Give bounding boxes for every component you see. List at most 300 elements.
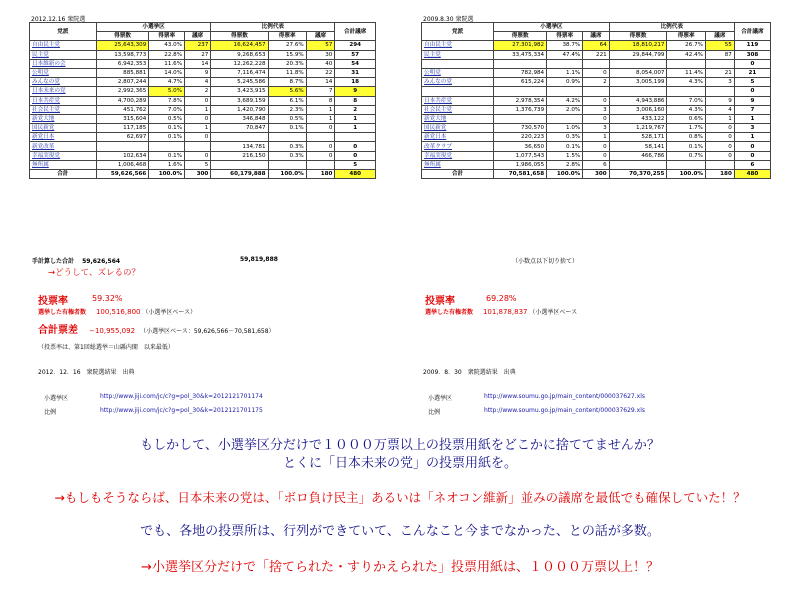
table-row bbox=[30, 96, 376, 105]
value-cell: 315,604 bbox=[96, 114, 148, 123]
value-cell: 2 bbox=[185, 87, 211, 96]
table-row bbox=[30, 133, 376, 142]
value-cell: 16,624,457 bbox=[211, 41, 268, 50]
value-cell: 0.6% bbox=[667, 114, 706, 123]
table-row bbox=[422, 41, 771, 50]
value-cell: 64 bbox=[583, 41, 609, 50]
source-smd-label-2012: 小選挙区 bbox=[44, 395, 69, 402]
party-name-cell[interactable]: 無所属 bbox=[422, 160, 494, 169]
value-cell: 1.6% bbox=[149, 160, 185, 169]
value-cell: 4.3% bbox=[667, 78, 706, 87]
table-row bbox=[30, 87, 376, 96]
value-cell: 14.0% bbox=[149, 68, 185, 77]
value-cell: 2 bbox=[583, 78, 609, 87]
value-cell: 4 bbox=[705, 105, 734, 114]
table-row bbox=[422, 87, 771, 96]
party-name-cell[interactable]: 国民新党 bbox=[422, 124, 494, 133]
value-cell: 13,598,773 bbox=[96, 50, 148, 59]
table-row bbox=[30, 78, 376, 87]
value-cell: 782,984 bbox=[494, 68, 547, 77]
value-cell: 0.5% bbox=[149, 114, 185, 123]
eligible-value-2009: 101,878,837 bbox=[482, 308, 528, 316]
value-cell: 4,700,289 bbox=[96, 96, 148, 105]
value-cell: 4,943,886 bbox=[609, 96, 667, 105]
value-cell: 0 bbox=[335, 142, 376, 151]
value-cell: 3 bbox=[705, 78, 734, 87]
value-cell: 22 bbox=[306, 68, 335, 77]
value-cell: 30 bbox=[306, 50, 335, 59]
message-line-1: もしかして、小選挙区分だけで１０００万票以上の投票用紙をどこかに捨ててませんか？ bbox=[140, 438, 660, 453]
value-cell bbox=[96, 142, 148, 151]
party-name-cell[interactable]: 幸福実現党 bbox=[422, 151, 494, 160]
value-cell: 1 bbox=[306, 114, 335, 123]
turnout-value-2012: 59.32% bbox=[92, 294, 123, 303]
value-cell: 8,054,007 bbox=[609, 68, 667, 77]
header-seats: 議席 bbox=[306, 32, 335, 41]
value-cell: 0.1% bbox=[149, 133, 185, 142]
value-cell: 3,006,160 bbox=[609, 105, 667, 114]
eligible-value-2012: 100,516,800 bbox=[95, 308, 141, 316]
header-votes: 得票数 bbox=[211, 32, 268, 41]
eligible-label-2012: 選挙した有権者数 bbox=[38, 309, 87, 316]
value-cell bbox=[494, 114, 547, 123]
value-cell: 216,150 bbox=[211, 151, 268, 160]
party-name-cell[interactable]: 自由民主党 bbox=[30, 41, 97, 50]
value-cell bbox=[185, 142, 211, 151]
value-cell: 55 bbox=[705, 41, 734, 50]
party-name-cell[interactable]: みんなの党 bbox=[422, 78, 494, 87]
total-label-cell: 合計 bbox=[422, 170, 494, 179]
table-row bbox=[422, 114, 771, 123]
party-name-cell[interactable]: 新党日本 bbox=[30, 133, 97, 142]
value-cell: 6 bbox=[734, 160, 770, 169]
message-line-3: →もしもそうならば、日本未来の党は、「ボロ負け民主」あるいは「ネオコン維新」並みの議席を最低でも確保していた！？ bbox=[54, 490, 746, 505]
value-cell: 0 bbox=[734, 151, 770, 160]
value-cell: 18 bbox=[335, 78, 376, 87]
source-link-pr-2009[interactable]: http://www.soumu.go.jp/main_content/000037629.xls bbox=[484, 407, 645, 414]
value-cell: 3,005,199 bbox=[609, 78, 667, 87]
value-cell: 0.1% bbox=[667, 142, 706, 151]
manual-total-row bbox=[32, 256, 120, 265]
value-cell: 0 bbox=[185, 96, 211, 105]
value-cell: 6,942,353 bbox=[96, 59, 148, 68]
turnout-footnote: （投票率は、第1回総選挙＝山縣内閣 以来最低） bbox=[38, 344, 174, 351]
value-cell: 20.3% bbox=[268, 59, 306, 68]
diff-label: 合計票差 bbox=[38, 325, 78, 336]
party-name-cell[interactable]: 幸福実現党 bbox=[30, 151, 97, 160]
value-cell bbox=[609, 59, 667, 68]
value-cell: 1 bbox=[734, 133, 770, 142]
header-total-seats: 合計議席 bbox=[734, 23, 770, 41]
value-cell bbox=[306, 133, 335, 142]
value-cell: 615,224 bbox=[494, 78, 547, 87]
value-cell: 1,986,055 bbox=[494, 160, 547, 169]
turnout-label-2009: 投票率 bbox=[425, 296, 455, 307]
value-cell: 0.8% bbox=[667, 133, 706, 142]
message-line-2: とくに「日本未来の党」の投票用紙を。 bbox=[282, 456, 517, 471]
party-name-cell[interactable]: 日本未来の党 bbox=[30, 87, 97, 96]
value-cell: 3,689,159 bbox=[211, 96, 268, 105]
eligible-note-2009: （小選挙区ベース bbox=[529, 309, 578, 316]
value-cell: 1,376,739 bbox=[494, 105, 547, 114]
value-cell bbox=[667, 160, 706, 169]
value-cell bbox=[149, 142, 185, 151]
value-cell: 0 bbox=[734, 87, 770, 96]
table-row bbox=[422, 151, 771, 160]
value-cell bbox=[268, 160, 306, 169]
header-total-seats: 合計議席 bbox=[335, 23, 376, 41]
value-cell: 1.5% bbox=[547, 151, 583, 160]
value-cell: 433,122 bbox=[609, 114, 667, 123]
header-party: 党派 bbox=[30, 23, 97, 41]
table-row bbox=[30, 59, 376, 68]
value-cell: 14 bbox=[185, 59, 211, 68]
table-row bbox=[422, 78, 771, 87]
value-cell bbox=[609, 87, 667, 96]
value-cell: 70,847 bbox=[211, 124, 268, 133]
value-cell: 451,762 bbox=[96, 105, 148, 114]
table-row bbox=[30, 151, 376, 160]
value-cell: 27 bbox=[185, 50, 211, 59]
value-cell: 42.4% bbox=[667, 50, 706, 59]
source-link-smd-2009[interactable]: http://www.soumu.go.jp/main_content/000037627.xls bbox=[484, 393, 645, 400]
value-cell bbox=[705, 160, 734, 169]
value-cell: 0.3% bbox=[268, 142, 306, 151]
source-link-smd-2012[interactable]: http://www.jiji.com/jc/c?g=pol_30&k=2012121701174 bbox=[100, 393, 263, 400]
value-cell: 2 bbox=[335, 105, 376, 114]
party-name-cell[interactable]: 日本共産党 bbox=[30, 96, 97, 105]
party-name-cell[interactable]: 公明党 bbox=[30, 68, 97, 77]
value-cell: 1,219,767 bbox=[609, 124, 667, 133]
value-cell: 4.7% bbox=[149, 78, 185, 87]
value-cell: 25,643,309 bbox=[96, 41, 148, 50]
header-votes: 得票数 bbox=[609, 32, 667, 41]
manual-total-smd: 59,626,564 bbox=[82, 258, 121, 265]
value-cell: 14 bbox=[306, 78, 335, 87]
header-votes: 得票数 bbox=[96, 32, 148, 41]
value-cell bbox=[494, 59, 547, 68]
value-cell: 134,781 bbox=[211, 142, 268, 151]
value-cell: 0 bbox=[306, 124, 335, 133]
table-row bbox=[30, 68, 376, 77]
value-cell: 0.1% bbox=[268, 124, 306, 133]
value-cell: 58,141 bbox=[609, 142, 667, 151]
party-name-cell[interactable]: 新党大地 bbox=[422, 114, 494, 123]
value-cell: 38.7% bbox=[547, 41, 583, 50]
value-cell: 0.3% bbox=[547, 133, 583, 142]
total-value-cell: 180 bbox=[306, 170, 335, 179]
value-cell: 0 bbox=[335, 151, 376, 160]
eligible-row-2012 bbox=[38, 307, 196, 316]
value-cell: 0.1% bbox=[149, 124, 185, 133]
value-cell: 0 bbox=[306, 151, 335, 160]
value-cell: 117,185 bbox=[96, 124, 148, 133]
value-cell: 8 bbox=[335, 96, 376, 105]
value-cell: 31 bbox=[335, 68, 376, 77]
header-pr: 比例代表 bbox=[609, 23, 734, 32]
total-value-cell: 100.0% bbox=[149, 170, 185, 179]
value-cell: 7 bbox=[734, 105, 770, 114]
table-row bbox=[422, 50, 771, 59]
value-cell: 3,423,915 bbox=[211, 87, 268, 96]
diff-row bbox=[38, 318, 275, 337]
value-cell: 0.1% bbox=[149, 151, 185, 160]
diff-value: −10,955,092 bbox=[89, 327, 136, 335]
value-cell: 9 bbox=[734, 96, 770, 105]
value-cell: 0 bbox=[185, 133, 211, 142]
message-line-5: →小選挙区分だけで「捨てられた・すりかえられた」投票用紙は、１０００万票以上！？ bbox=[141, 560, 659, 575]
header-pr: 比例代表 bbox=[211, 23, 335, 32]
value-cell: 0 bbox=[583, 96, 609, 105]
party-name-cell[interactable]: 新党大地 bbox=[30, 114, 97, 123]
table-row bbox=[422, 105, 771, 114]
value-cell: 0.9% bbox=[547, 78, 583, 87]
header-party: 党派 bbox=[422, 23, 494, 41]
value-cell: 0 bbox=[583, 114, 609, 123]
party-name-cell[interactable]: 社会民主党 bbox=[30, 105, 97, 114]
value-cell: 4 bbox=[185, 78, 211, 87]
total-value-cell: 100.0% bbox=[268, 170, 306, 179]
value-cell: 4.2% bbox=[547, 96, 583, 105]
total-value-cell: 480 bbox=[734, 170, 770, 179]
value-cell bbox=[667, 87, 706, 96]
value-cell: 15.9% bbox=[268, 50, 306, 59]
value-cell: 1 bbox=[734, 114, 770, 123]
total-row bbox=[422, 170, 771, 179]
value-cell: 87 bbox=[705, 50, 734, 59]
header-votes: 得票数 bbox=[494, 32, 547, 41]
value-cell: 0 bbox=[734, 142, 770, 151]
total-value-cell: 100.0% bbox=[667, 170, 706, 179]
value-cell: 0 bbox=[583, 68, 609, 77]
value-cell: 1 bbox=[306, 105, 335, 114]
party-name-cell[interactable]: 無所属 bbox=[30, 160, 97, 169]
value-cell: 9 bbox=[185, 68, 211, 77]
right-table-date: 2009.8.30 衆院選 bbox=[423, 16, 474, 23]
value-cell: 9,268,653 bbox=[211, 50, 268, 59]
value-cell: 43.0% bbox=[149, 41, 185, 50]
value-cell: 18,810,217 bbox=[609, 41, 667, 50]
table-row bbox=[30, 41, 376, 50]
value-cell: 1.7% bbox=[667, 124, 706, 133]
turnout-value-2009: 69.28% bbox=[486, 294, 517, 303]
header-rate: 得票率 bbox=[667, 32, 706, 41]
value-cell: 8 bbox=[306, 96, 335, 105]
value-cell: 11.6% bbox=[149, 59, 185, 68]
value-cell: 346,848 bbox=[211, 114, 268, 123]
party-name-cell[interactable] bbox=[422, 87, 494, 96]
manual-total-label: 手計算した合計 bbox=[32, 258, 75, 265]
value-cell: 466,786 bbox=[609, 151, 667, 160]
eligible-label-2009: 選挙した有権者数 bbox=[425, 309, 474, 316]
table-row bbox=[30, 160, 376, 169]
party-name-cell[interactable]: 改革クラブ bbox=[422, 142, 494, 151]
source-smd-label-2009: 小選挙区 bbox=[428, 395, 453, 402]
total-row bbox=[30, 170, 376, 179]
value-cell: 5.0% bbox=[149, 87, 185, 96]
value-cell: 885,881 bbox=[96, 68, 148, 77]
value-cell bbox=[211, 160, 268, 169]
value-cell bbox=[609, 160, 667, 169]
value-cell bbox=[583, 59, 609, 68]
value-cell: 21 bbox=[705, 68, 734, 77]
value-cell: 11.8% bbox=[268, 68, 306, 77]
table-row bbox=[422, 68, 771, 77]
value-cell: 2.0% bbox=[547, 105, 583, 114]
value-cell: 1,077,543 bbox=[494, 151, 547, 160]
value-cell: 220,223 bbox=[494, 133, 547, 142]
value-cell: 102,634 bbox=[96, 151, 148, 160]
party-name-cell[interactable]: 公明党 bbox=[422, 68, 494, 77]
party-name-cell[interactable] bbox=[422, 59, 494, 68]
value-cell: 1 bbox=[185, 124, 211, 133]
table-row bbox=[30, 105, 376, 114]
value-cell: 7.0% bbox=[149, 105, 185, 114]
value-cell: 57 bbox=[335, 50, 376, 59]
value-cell: 7.0% bbox=[667, 96, 706, 105]
value-cell: 7 bbox=[306, 87, 335, 96]
value-cell: 8.7% bbox=[268, 78, 306, 87]
value-cell: 7.8% bbox=[149, 96, 185, 105]
value-cell: 1.0% bbox=[547, 124, 583, 133]
total-label-cell: 合計 bbox=[30, 170, 97, 179]
left-table-date: 2012.12.16 衆院選 bbox=[31, 16, 86, 23]
total-value-cell: 70,581,658 bbox=[494, 170, 547, 179]
value-cell bbox=[268, 133, 306, 142]
table-row bbox=[422, 59, 771, 68]
value-cell: 3 bbox=[583, 124, 609, 133]
value-cell: 9 bbox=[335, 87, 376, 96]
value-cell bbox=[306, 160, 335, 169]
value-cell bbox=[211, 133, 268, 142]
total-value-cell: 59,626,566 bbox=[96, 170, 148, 179]
value-cell: 237 bbox=[185, 41, 211, 50]
party-name-cell[interactable]: 新党改革 bbox=[30, 142, 97, 151]
value-cell: 3 bbox=[583, 105, 609, 114]
party-name-cell[interactable]: 新党日本 bbox=[422, 133, 494, 142]
value-cell: 1 bbox=[185, 105, 211, 114]
value-cell: 5 bbox=[335, 160, 376, 169]
value-cell bbox=[547, 59, 583, 68]
value-cell bbox=[547, 87, 583, 96]
party-name-cell[interactable]: 自由民主党 bbox=[422, 41, 494, 50]
left-results-table bbox=[29, 22, 376, 179]
value-cell: 2.8% bbox=[547, 160, 583, 169]
party-name-cell[interactable]: 日本維新の会 bbox=[30, 59, 97, 68]
value-cell: 0 bbox=[185, 151, 211, 160]
value-cell bbox=[583, 87, 609, 96]
value-cell: 12,262,228 bbox=[211, 59, 268, 68]
value-cell: 5.6% bbox=[268, 87, 306, 96]
turnout-label-2012: 投票率 bbox=[38, 296, 68, 307]
party-name-cell[interactable]: 民主党 bbox=[30, 50, 97, 59]
header-smd: 小選挙区 bbox=[96, 23, 211, 32]
value-cell: 4.3% bbox=[667, 105, 706, 114]
value-cell: 27.6% bbox=[268, 41, 306, 50]
source-title-2012: 2012．12．16 衆院選結果 出典 bbox=[38, 369, 135, 376]
why-question: →どうして、ズレるの？ bbox=[48, 268, 140, 278]
party-name-cell[interactable]: 社会民主党 bbox=[422, 105, 494, 114]
value-cell: 62,697 bbox=[96, 133, 148, 142]
header-rate: 得票率 bbox=[268, 32, 306, 41]
value-cell: 3 bbox=[734, 124, 770, 133]
value-cell: 308 bbox=[734, 50, 770, 59]
value-cell: 0 bbox=[185, 114, 211, 123]
value-cell: 2,807,244 bbox=[96, 78, 148, 87]
value-cell: 21 bbox=[734, 68, 770, 77]
table-row bbox=[422, 124, 771, 133]
value-cell: 0 bbox=[306, 142, 335, 151]
manual-total-pr: 59,819,888 bbox=[240, 256, 278, 263]
value-cell: 0.1% bbox=[547, 142, 583, 151]
party-name-cell[interactable]: 国民新党 bbox=[30, 124, 97, 133]
value-cell: 11.4% bbox=[667, 68, 706, 77]
eligible-row-2009 bbox=[425, 307, 577, 316]
value-cell: 0.3% bbox=[268, 151, 306, 160]
party-name-cell[interactable]: みんなの党 bbox=[30, 78, 97, 87]
value-cell: 5 bbox=[185, 160, 211, 169]
value-cell bbox=[667, 59, 706, 68]
header-rate: 得票率 bbox=[149, 32, 185, 41]
value-cell: 0 bbox=[705, 151, 734, 160]
table-row bbox=[30, 142, 376, 151]
value-cell: 0 bbox=[705, 124, 734, 133]
value-cell: 2.3% bbox=[268, 105, 306, 114]
value-cell bbox=[705, 87, 734, 96]
total-value-cell: 70,370,255 bbox=[609, 170, 667, 179]
value-cell: 2,978,354 bbox=[494, 96, 547, 105]
value-cell: 0 bbox=[705, 142, 734, 151]
total-value-cell: 300 bbox=[185, 170, 211, 179]
value-cell: 0 bbox=[734, 59, 770, 68]
value-cell: 40 bbox=[306, 59, 335, 68]
value-cell: 1,420,790 bbox=[211, 105, 268, 114]
eligible-note-2012: （小選挙区ベース） bbox=[142, 309, 197, 316]
value-cell: 29,844,799 bbox=[609, 50, 667, 59]
value-cell: 1 bbox=[705, 114, 734, 123]
total-value-cell: 480 bbox=[335, 170, 376, 179]
value-cell: 47.4% bbox=[547, 50, 583, 59]
value-cell: 119 bbox=[734, 41, 770, 50]
value-cell: 0 bbox=[705, 133, 734, 142]
header-seats: 議席 bbox=[705, 32, 734, 41]
header-seats: 議席 bbox=[583, 32, 609, 41]
party-name-cell[interactable]: 民主党 bbox=[422, 50, 494, 59]
source-pr-label-2009: 比例 bbox=[428, 409, 441, 416]
table-row bbox=[30, 114, 376, 123]
table-row bbox=[30, 50, 376, 59]
source-pr-label-2012: 比例 bbox=[44, 409, 57, 416]
value-cell: 221 bbox=[583, 50, 609, 59]
value-cell: 1.1% bbox=[547, 68, 583, 77]
total-value-cell: 60,179,888 bbox=[211, 170, 268, 179]
total-value-cell: 100.0% bbox=[547, 170, 583, 179]
header-seats: 議席 bbox=[185, 32, 211, 41]
header-smd: 小選挙区 bbox=[494, 23, 610, 32]
value-cell: 9 bbox=[705, 96, 734, 105]
table-row bbox=[30, 124, 376, 133]
header-rate: 得票率 bbox=[547, 32, 583, 41]
value-cell: 36,650 bbox=[494, 142, 547, 151]
value-cell bbox=[494, 87, 547, 96]
source-link-pr-2012[interactable]: http://www.jiji.com/jc/c?g=pol_30&k=2012121701175 bbox=[100, 407, 263, 414]
table-row bbox=[422, 133, 771, 142]
value-cell: 294 bbox=[335, 41, 376, 50]
party-name-cell[interactable]: 日本共産党 bbox=[422, 96, 494, 105]
value-cell: 0.5% bbox=[268, 114, 306, 123]
value-cell: 1 bbox=[335, 114, 376, 123]
value-cell: 0 bbox=[583, 142, 609, 151]
